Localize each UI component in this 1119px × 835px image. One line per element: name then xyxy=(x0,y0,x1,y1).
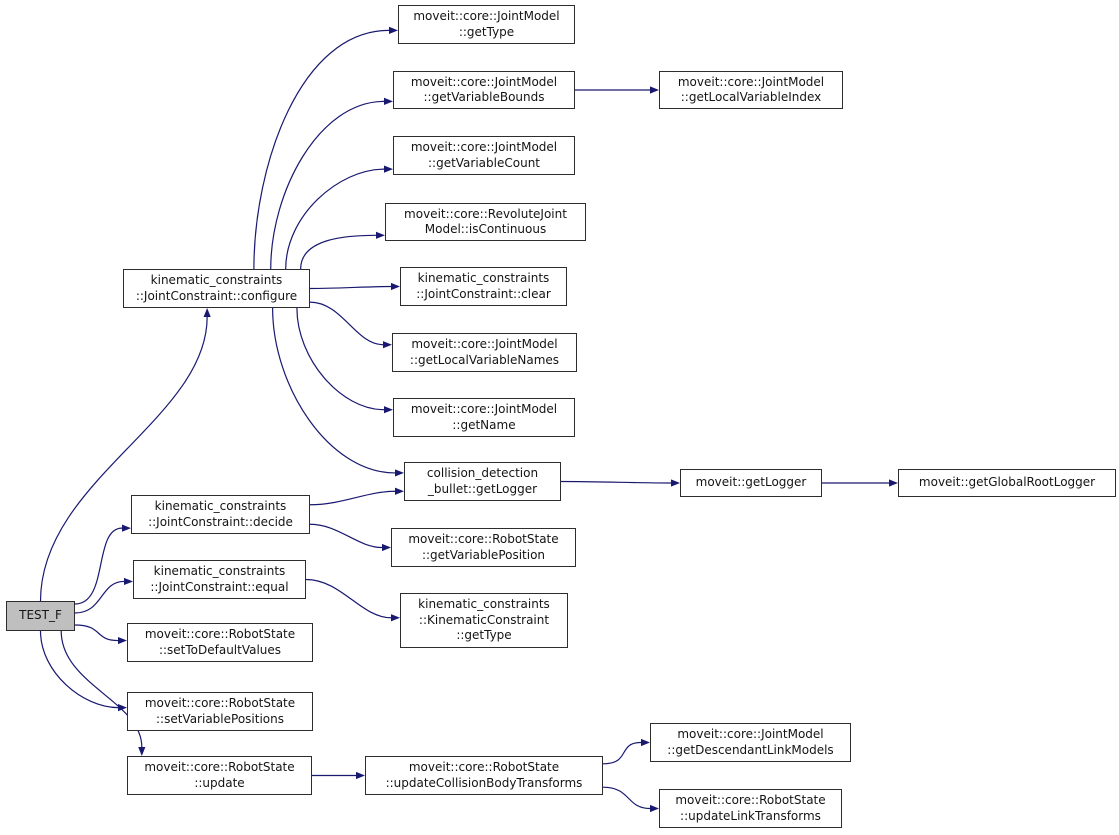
graph-node-get_variable_position[interactable] xyxy=(391,528,576,567)
node-label-line: ::getType xyxy=(458,24,515,39)
node-label-line: moveit::core::RobotState xyxy=(144,760,295,774)
node-label-line: moveit::core::JointModel xyxy=(411,337,558,351)
node-label-line: TEST_F xyxy=(19,608,62,623)
node-label-line: kinematic_constraints xyxy=(418,597,550,612)
graph-node-test_f xyxy=(6,601,75,631)
node-label-line: kinematic_constraints xyxy=(154,499,287,513)
node-label-line: moveit::core::RevoluteJoint xyxy=(404,206,567,221)
graph-node-get_type[interactable] xyxy=(398,5,575,44)
graph-node-get_global_root_logger[interactable] xyxy=(898,469,1116,497)
node-label-line: moveit::core::RobotState xyxy=(144,627,296,641)
node-label-line: moveit::core::JointModel xyxy=(413,9,560,23)
graph-node-equal[interactable] xyxy=(133,560,306,599)
graph-node-get_name[interactable] xyxy=(393,398,575,437)
node-label-line: moveit::getLogger xyxy=(695,475,807,490)
graph-node-get_descendant_link_models[interactable] xyxy=(650,723,851,762)
node-label-line: kinematic_constraints xyxy=(417,271,550,285)
node-label-line: moveit::core::RobotState xyxy=(675,793,826,807)
graph-node-update[interactable] xyxy=(127,756,312,795)
graph-node-bullet_get_logger[interactable] xyxy=(404,462,561,501)
graph-node-update_collision_body_transforms[interactable] xyxy=(365,756,603,795)
graph-node-set_variable_positions[interactable] xyxy=(127,692,313,731)
node-label-line: collision_detection xyxy=(426,466,539,480)
node-label-line: moveit::core::RobotState xyxy=(144,696,296,710)
node-label-line: ::getName xyxy=(452,417,516,432)
node-label-line: moveit::core::JointModel xyxy=(410,74,558,89)
node-label-line: ::setVariablePositions xyxy=(156,711,284,726)
node-label-line: ::getDescendantLinkModels xyxy=(667,742,834,757)
node-label-line: ::setToDefaultValues xyxy=(158,642,282,657)
graph-node-set_to_default_values[interactable] xyxy=(127,623,313,662)
node-label-line: moveit::getGlobalRootLogger xyxy=(918,475,1096,490)
node-label-line: ::getVariableBounds xyxy=(423,90,545,104)
graph-node-get_local_variable_names[interactable] xyxy=(392,333,577,372)
node-label-line: ::getType xyxy=(456,628,512,643)
graph-node-update_link_transforms[interactable] xyxy=(659,789,842,828)
node-label-line: kinematic_constraints xyxy=(150,273,283,287)
graph-node-moveit_get_logger[interactable] xyxy=(680,469,822,497)
node-label-line: ::update xyxy=(194,775,245,790)
graph-node-decide[interactable] xyxy=(131,495,310,534)
node-label-line: moveit::core::JointModel xyxy=(410,402,558,416)
node-label-line: moveit::core::JointModel xyxy=(677,74,825,89)
node-label-line: ::JointConstraint::configure xyxy=(135,288,298,303)
graph-node-get_variable_count[interactable] xyxy=(393,136,575,175)
node-label-line: ::JointConstraint::decide xyxy=(148,514,293,529)
node-label-line: ::getVariableCount xyxy=(427,155,540,170)
node-label-line: ::getLocalVariableIndex xyxy=(680,90,822,104)
node-label-line: moveit::core::RobotState xyxy=(408,760,560,774)
graph-node-kc_get_type[interactable] xyxy=(400,593,568,648)
node-label-line: ::updateLinkTransforms xyxy=(680,808,821,823)
graph-node-get_variable_bounds[interactable] xyxy=(393,71,575,109)
graph-node-clear[interactable] xyxy=(400,267,567,306)
node-label-line: moveit::core::JointModel xyxy=(677,727,824,741)
graph-node-is_continuous[interactable] xyxy=(385,203,586,241)
node-label-line: ::KinematicConstraint xyxy=(418,612,550,627)
node-label-line: ::updateCollisionBodyTransforms xyxy=(385,775,583,790)
node-label-line: ::getLocalVariableNames xyxy=(409,352,560,367)
node-label-line: kinematic_constraints xyxy=(153,564,286,578)
node-label-line: Model::isContinuous xyxy=(424,222,547,236)
node-label-line: moveit::core::JointModel xyxy=(410,140,558,154)
node-label-line: ::JointConstraint::equal xyxy=(150,579,289,594)
node-label-line: ::getVariablePosition xyxy=(421,547,546,562)
node-label-line: _bullet::getLogger xyxy=(427,481,538,496)
graph-node-get_local_variable_index[interactable] xyxy=(659,71,843,109)
node-label-line: moveit::core::RobotState xyxy=(408,532,559,546)
node-label-line: ::JointConstraint::clear xyxy=(416,286,551,301)
graph-node-configure[interactable] xyxy=(123,269,310,308)
